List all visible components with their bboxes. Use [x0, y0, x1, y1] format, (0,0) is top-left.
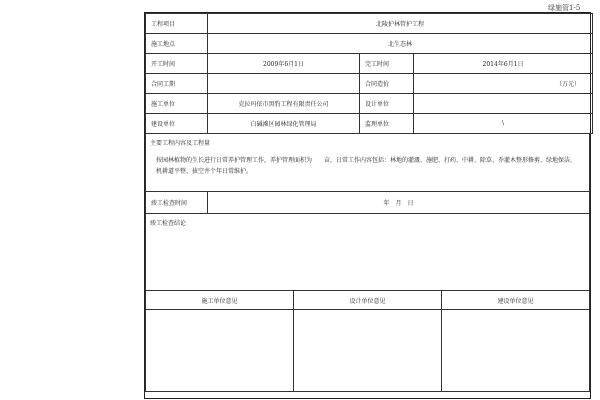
completion-form	[144, 12, 591, 399]
owner-opinion-header: 建设单位意见	[442, 291, 590, 310]
start-date-label: 开工时间	[146, 54, 208, 74]
designer-label: 设计单位	[360, 94, 414, 114]
contractor-value: 克拉玛依市黑豹工程有限责任公司	[208, 94, 360, 114]
contract-period-label: 合同工期	[146, 74, 208, 94]
project-info-table	[145, 13, 593, 134]
owner-label: 建设单位	[146, 114, 208, 134]
contract-cost-label: 合同造价	[360, 74, 414, 94]
inspection-time-value: 年 月 日	[208, 192, 590, 214]
designer-opinion-box	[294, 310, 442, 392]
project-row	[146, 14, 593, 34]
end-date-label: 完工时间	[360, 54, 414, 74]
opinions-body-row	[146, 310, 590, 392]
inspection-time-table	[145, 192, 590, 214]
opinions-header-row	[146, 291, 590, 310]
contractor-label: 施工单位	[146, 94, 208, 114]
designer-value	[414, 94, 593, 114]
contract-period-value	[208, 74, 360, 94]
form-code: 绿施管1-5	[548, 4, 581, 12]
contractor-opinion-box	[146, 310, 294, 392]
project-label: 工程项目	[146, 14, 208, 34]
supervisor-value: \	[414, 114, 593, 134]
inspection-conclusion-section	[145, 214, 590, 291]
inspection-time-label: 竣工检查时间	[146, 192, 208, 214]
contract-row	[146, 74, 593, 94]
end-date-value: 2014年6月1日	[414, 54, 593, 74]
location-label: 施工地点	[146, 34, 208, 54]
location-row	[146, 34, 593, 54]
owner-opinion-box	[442, 310, 590, 392]
project-value: 北陵护林管护工程	[208, 14, 593, 34]
opinions-table	[145, 291, 590, 392]
supervisor-label: 监理单位	[360, 114, 414, 134]
dates-row	[146, 54, 593, 74]
owner-row	[146, 114, 593, 134]
owner-value: 白碱滩区园林绿化管理局	[208, 114, 360, 134]
inspection-conclusion-title: 竣工检查结论	[150, 220, 187, 227]
location-value: 北生态林	[208, 34, 593, 54]
contract-cost-value: （万元）	[414, 74, 593, 94]
main-work-section	[145, 134, 590, 192]
start-date-value: 2009年6月1日	[208, 54, 360, 74]
inspection-time-row	[146, 192, 590, 214]
main-work-title: 主要工程内容及工程量	[150, 140, 211, 147]
contractor-row	[146, 94, 593, 114]
designer-opinion-header: 设计单位意见	[294, 291, 442, 310]
main-work-text: 按园林植物的生长进行日常养护管理工作，养护管理面积为 亩，日常工作内容包括：林地的灌溉、施肥、打药、中耕、除草、乔灌木整形修剪、绿地保洁、机耕道平整、拔空井个年日常维护。	[156, 157, 577, 175]
contractor-opinion-header: 施工单位意见	[146, 291, 294, 310]
